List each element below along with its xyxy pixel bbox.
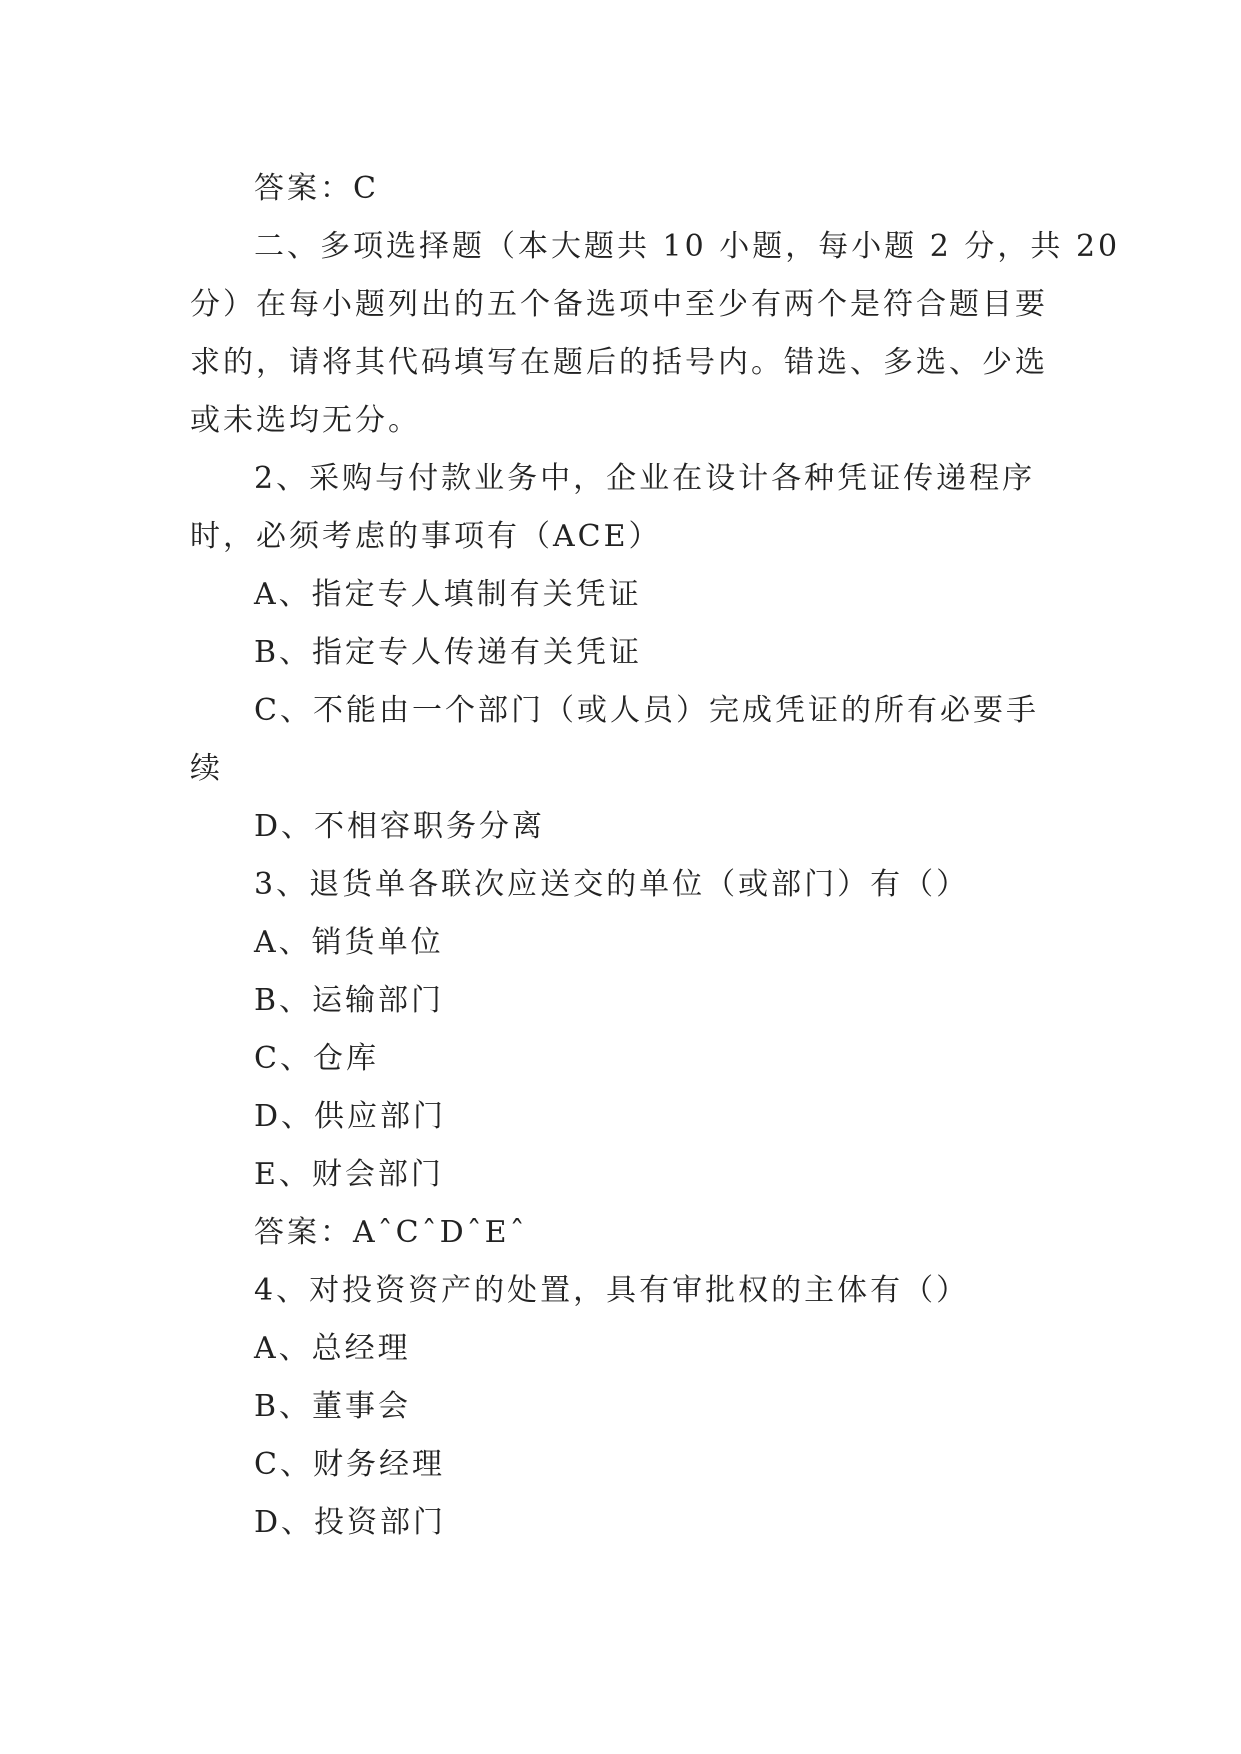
- question-3-option-c: C、仓库: [254, 1041, 379, 1076]
- question-3: 3、退货单各联次应送交的单位（或部门）有（）: [254, 867, 970, 902]
- question-4-option-b: B、董事会: [254, 1389, 412, 1424]
- question-3-option-b: B、运输部门: [254, 983, 445, 1018]
- question-2-option-b: B、指定专人传递有关凭证: [254, 635, 643, 670]
- section-heading-line-1: 二、多项选择题（本大题共 10 小题，每小题 2 分，共 20: [254, 229, 1121, 264]
- question-4-option-a: A、总经理: [254, 1331, 411, 1366]
- section-heading-line-2: 分）在每小题列出的五个备选项中至少有两个是符合题目要: [190, 287, 1048, 322]
- question-4-option-d: D、投资部门: [254, 1505, 447, 1540]
- question-3-option-d: D、供应部门: [254, 1099, 447, 1134]
- question-3-option-a: A、销货单位: [254, 925, 444, 960]
- question-2-line-1: 2、采购与付款业务中，企业在设计各种凭证传递程序: [254, 461, 1036, 496]
- question-2-option-d: D、不相容职务分离: [254, 809, 546, 844]
- question-2-line-2: 时，必须考虑的事项有（ACE）: [190, 519, 662, 554]
- question-2-option-a: A、指定专人填制有关凭证: [254, 577, 642, 612]
- section-heading-line-4: 或未选均无分。: [190, 403, 421, 438]
- question-2-option-c: C、不能由一个部门（或人员）完成凭证的所有必要手: [254, 693, 1039, 728]
- question-3-option-e: E、财会部门: [254, 1157, 444, 1192]
- document-body: [190, 160, 1121, 1552]
- question-4: 4、对投资资产的处置，具有审批权的主体有（）: [254, 1273, 970, 1308]
- question-2-option-c-continued: 续: [190, 751, 223, 786]
- section-heading-line-3: 求的，请将其代码填写在题后的括号内。错选、多选、少选: [190, 345, 1048, 380]
- question-4-option-c: C、财务经理: [254, 1447, 445, 1482]
- answer-line-q1: 答案：C: [254, 171, 379, 206]
- answer-line-q3: 答案：AˆCˆDˆEˆ: [254, 1215, 528, 1250]
